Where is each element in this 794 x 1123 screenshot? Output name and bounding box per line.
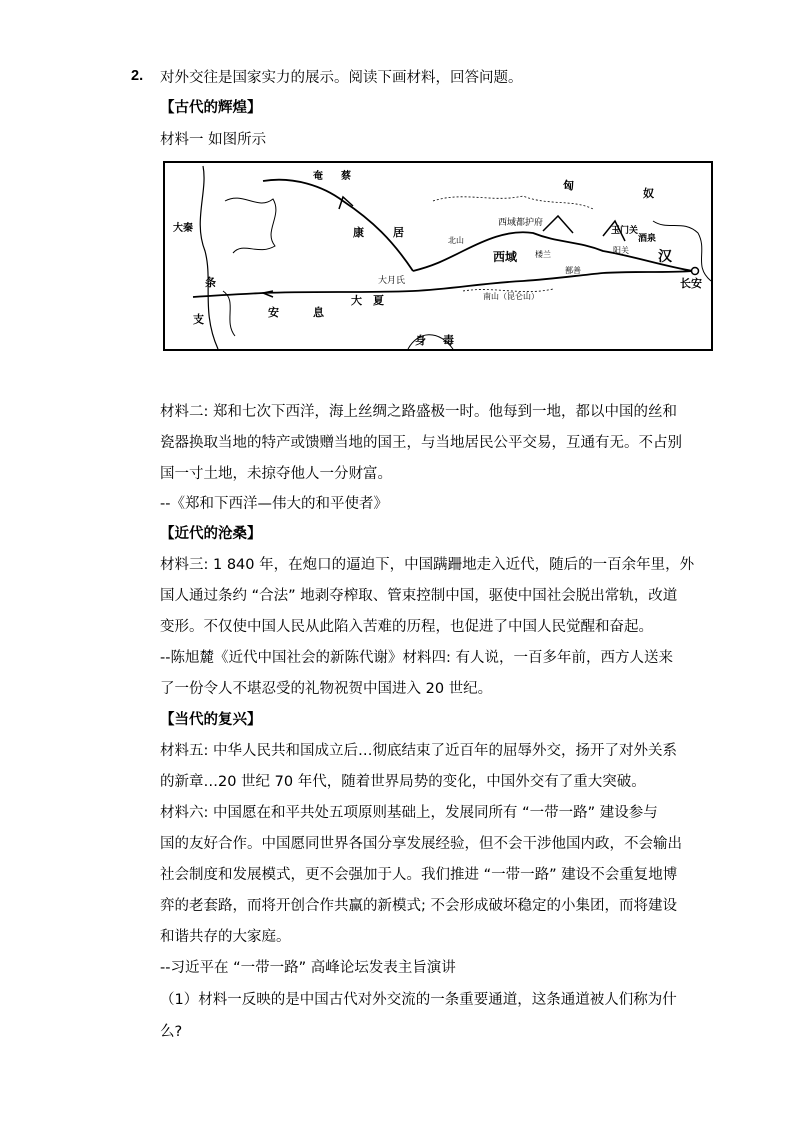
material2-line1: 材料二: 郑和七次下西洋，海上丝绸之路盛极一时。他每到一地，都以中国的丝和 <box>160 404 677 420</box>
material6-line5: 和谐共存的大家庭。 <box>160 929 291 945</box>
label-shen: 身 <box>415 334 426 347</box>
question-number: 2. <box>131 68 144 84</box>
material5-line1: 材料五: 中华人民共和国成立后…彻底结束了近百年的屈辱外交，扬开了对外关系 <box>160 743 677 759</box>
label-zhi: 支 <box>193 313 204 326</box>
label-dayue: 大月氏 <box>378 276 406 286</box>
material6-line3: 社会制度和发展模式，更不会强加于人。我们推进 “一带一路” 建设不会重复地博 <box>160 867 678 883</box>
material6-line4: 弈的老套路，而将开创合作共赢的新模式; 不会形成破坏稳定的小集团，而将建设 <box>160 898 677 914</box>
material5-line2: 的新章…20 世纪 70 年代，随着世界局势的变化，中国外交有了重大突破。 <box>160 774 646 790</box>
label-da: 大 <box>351 294 362 307</box>
material2-source: --《郑和下西洋—伟大的和平使者》 <box>160 496 388 512</box>
material6-line2: 国的友好合作。中国愿同世界各国分享发展经验，但不会干涉他国内政，不会输出 <box>160 836 682 852</box>
material1-caption: 材料一 如图所示 <box>160 132 267 148</box>
section-contemporary: 【当代的复兴】 <box>160 712 262 728</box>
label-cai: 蔡 <box>341 171 351 182</box>
material2-line2: 瓷器换取当地的特产或馈赠当地的国王，与当地居民公平交易，互通有无。不占别 <box>160 435 682 451</box>
material4-continued: 了一份令人不堪忍受的礼物祝贺中国进入 20 世纪。 <box>160 681 493 697</box>
label-yangguan: 阳关 <box>613 246 629 255</box>
label-du: 毒 <box>443 334 454 347</box>
material3-source-material4: --陈旭麓《近代中国社会的新陈代谢》材料四: 有人说，一百多年前，西方人送来 <box>160 650 673 666</box>
label-yumenguan: 玉门关 <box>611 226 639 236</box>
sub-question1-line1: （1）材料一反映的是中国古代对外交流的一条重要通道，这条通道被人们称为什 <box>160 992 677 1008</box>
label-nu: 奴 <box>643 187 654 200</box>
label-loulan: 楼兰 <box>535 250 551 259</box>
material6-source: --习近平在 “一带一路” 高峰论坛发表主旨演讲 <box>160 960 456 976</box>
label-xiong: 匈 <box>563 179 574 192</box>
label-han: 汉 <box>658 249 672 265</box>
label-chang-an: 长安 <box>680 277 702 290</box>
label-xia: 夏 <box>373 294 384 307</box>
material3-line2: 国人通过条约 “合法” 地剥夺榨取、管束控制中国，驱使中国社会脱出常轨，改道 <box>160 588 678 604</box>
label-yan: 奄 <box>313 171 323 182</box>
material2-line3: 国一寸土地，未掠夺他人一分财富。 <box>160 466 392 482</box>
silk-road-map <box>163 161 713 351</box>
label-shanshan: 鄯善 <box>565 266 581 275</box>
section-ancient: 【古代的辉煌】 <box>160 100 262 116</box>
sub-question1-line2: 么? <box>160 1024 183 1040</box>
question-stem: 对外交往是国家实力的展示。阅读下画材料，回答问题。 <box>160 70 523 86</box>
label-kang: 康 <box>353 226 364 239</box>
chang-an-marker <box>692 268 699 275</box>
material3-line3: 变形。不仅使中国人民从此陷入苦难的历程，也促进了中国人民觉醒和奋起。 <box>160 619 653 635</box>
label-xiyu: 西域 <box>493 250 518 264</box>
material6-line1: 材料六: 中国愿在和平共处五项原则基础上，发展同所有 “一带一路” 建设参与 <box>160 805 658 821</box>
label-an: 安 <box>268 306 279 319</box>
label-ju: 居 <box>393 226 404 239</box>
label-tiao: 条 <box>205 276 216 289</box>
section-modern: 【近代的沧桑】 <box>160 526 262 542</box>
silk-road-map-svg <box>163 161 713 351</box>
material3-line1: 材料三: 1 840 年，在炮口的逼迫下，中国蹒跚地走入近代，随后的一百余年里，外 <box>160 557 695 573</box>
label-xiyu-duhufu: 西域都护府 <box>498 218 544 228</box>
label-daqin: 大秦 <box>173 223 193 234</box>
label-nanshan: 南山（昆仑山） <box>483 292 539 301</box>
label-xi: 息 <box>313 306 324 319</box>
label-jiuquan: 酒泉 <box>638 234 657 244</box>
label-beishan: 北山 <box>448 236 464 245</box>
